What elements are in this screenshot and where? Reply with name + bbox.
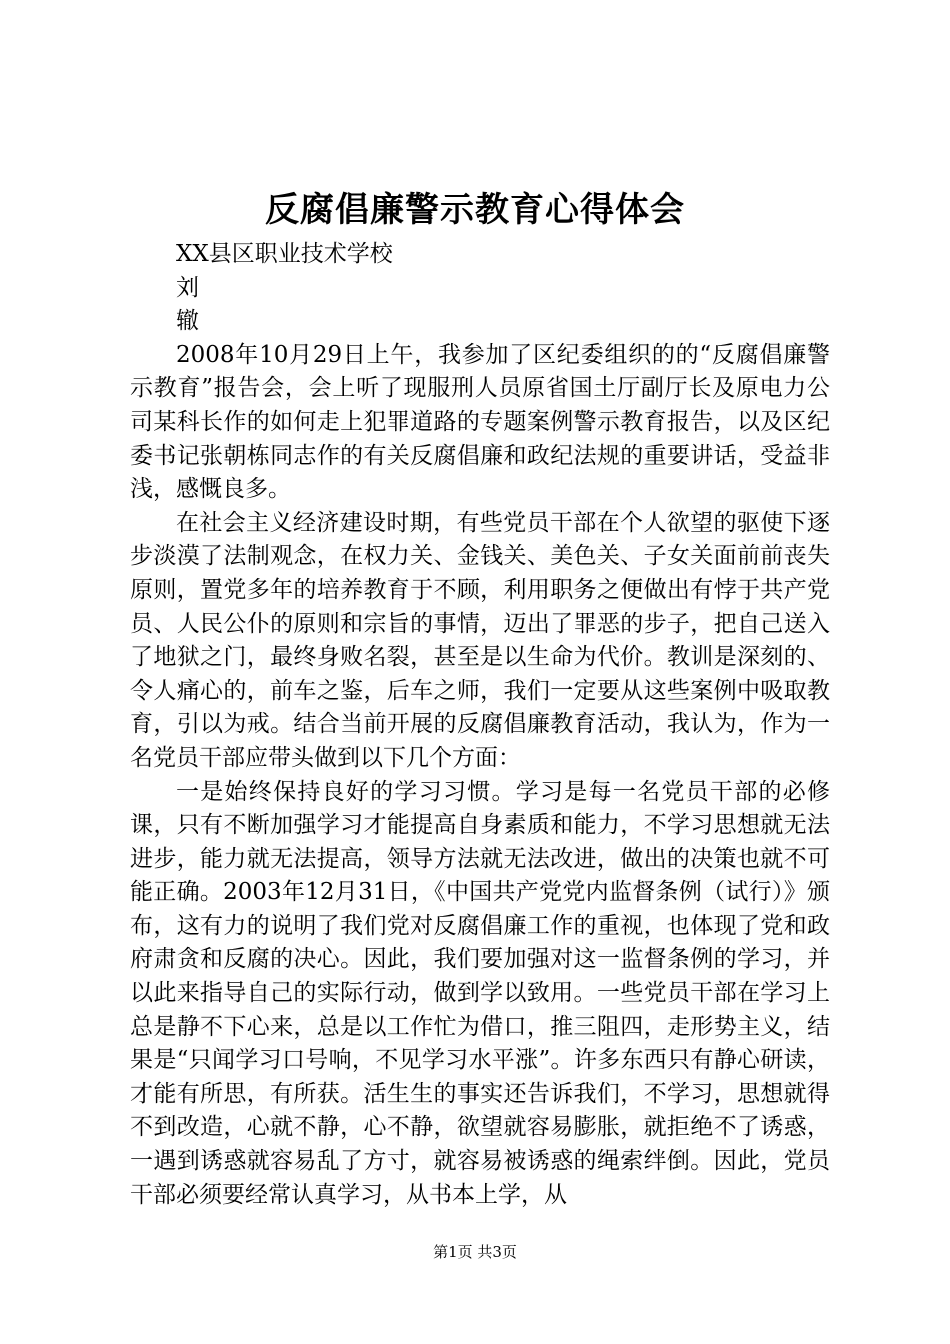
author-surname: 刘 — [176, 274, 199, 301]
paragraph-intro: 2008年10月29日上午，我参加了区纪委组织的的“反腐倡廉警示教育”报告会，会上听了现服刑人员原省国土厅副厅长及原电力公司某科长作的如何走上犯罪道路的专题案例警示教育报告，以及区纪委书记张朝栋同志作的有关反腐倡廉和政纪法规的重要讲话，受益非浅，感慨良多。 — [130, 341, 830, 503]
document-title: 反腐倡廉警示教育心得体会 — [265, 190, 685, 230]
page-footer: 第1页 共3页 — [433, 1243, 517, 1261]
paragraph-point-one: 一是始终保持良好的学习习惯。学习是每一名党员干部的必修课，只有不断加强学习才能提高自身素质和能力，不学习思想就无法进步，能力就无法提高，领导方法就无法改进，做出的决策也就不可能正确。2003年12月31日，《中国共产党党内监督条例（试行）》颁布，这有力的说明了我们党对反腐倡廉工作的重视，也体现了党和政府肃贪和反腐的决心。因此，我们要加强对这一监督条例的学习，并以此来指导自己的实际行动，做到学以致用。一些党员干部在学习上总是静不下心来，总是以工作忙为借口，推三阻四，走形势主义，结果是“只闻学习口号响，不见学习水平涨”。许多东西只有静心研读，才能有所思，有所获。活生生的事实还告诉我们，不学习，思想就得不到改造，心就不静，心不静，欲望就容易膨胀，就拒绝不了诱惑，一遇到诱惑就容易乱了方寸，就容易被诱惑的绳索绊倒。因此，党员干部必须要经常认真学习，从书本上学，从 — [130, 778, 830, 1208]
paragraph-background: 在社会主义经济建设时期，有些党员干部在个人欲望的驱使下逐步淡漠了法制观念，在权力关、金钱关、美色关、子女关面前前丧失原则，置党多年的培养教育于不顾，利用职务之便做出有悖于共产党员、人民公仆的原则和宗旨的事情，迈出了罪恶的步子，把自己送入了地狱之门，最终身败名裂，甚至是以生命为代价。教训是深刻的、令人痛心的，前车之鉴，后车之师，我们一定要从这些案例中吸取教育，引以为戒。结合当前开展的反腐倡廉教育活动，我认为，作为一名党员干部应带头做到以下几个方面： — [130, 509, 830, 771]
author-given-name: 辙 — [176, 308, 199, 335]
school-name: XX县区职业技术学校 — [176, 241, 393, 267]
document-body — [130, 238, 830, 1212]
